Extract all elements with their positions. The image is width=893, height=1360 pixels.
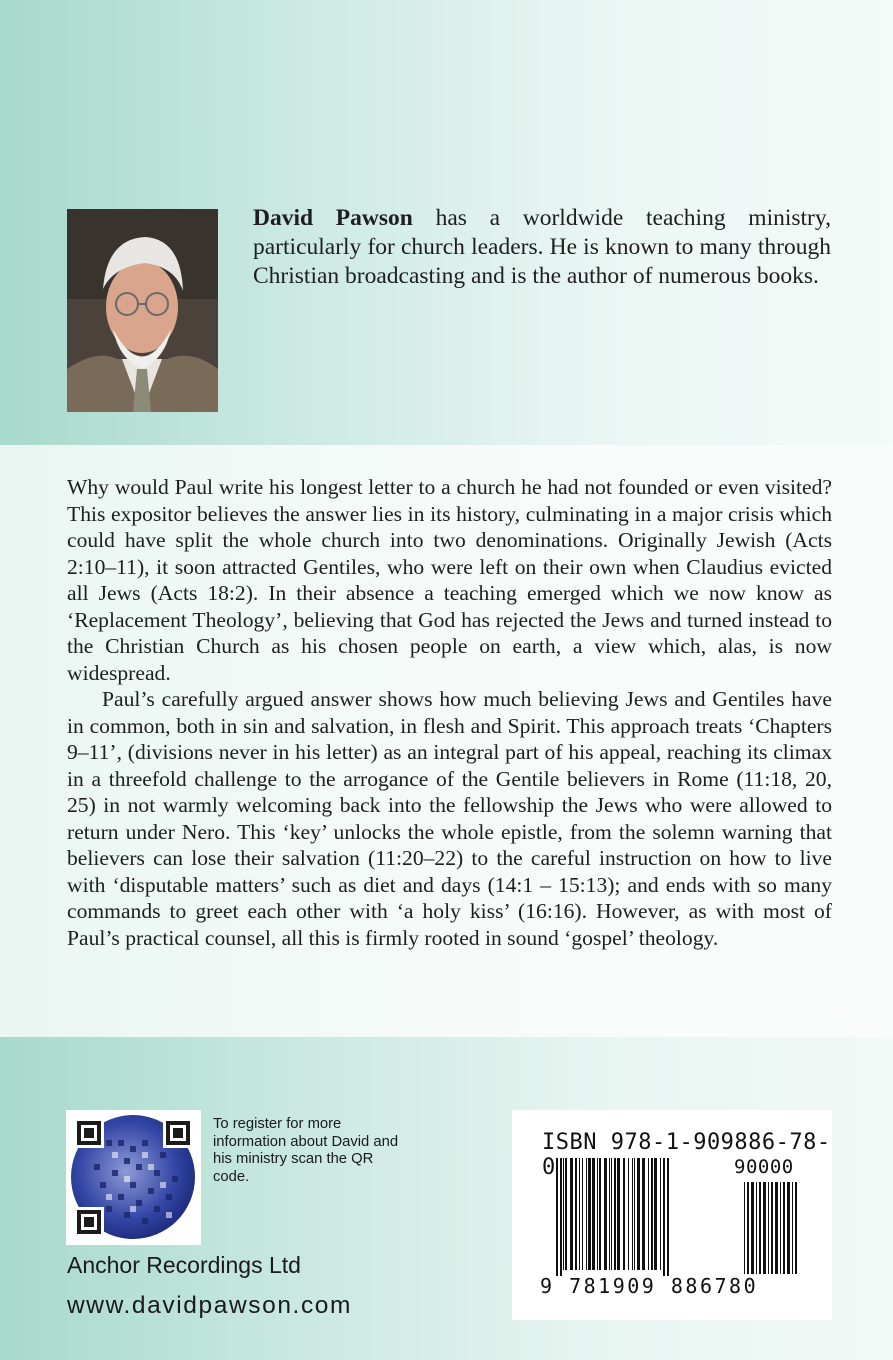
ean-digits: 9 781909 886780 <box>540 1274 759 1298</box>
isbn-barcode <box>512 1110 832 1320</box>
qr-note: To register for more information about David and his ministry scan the QR code. <box>213 1116 399 1185</box>
book-description <box>67 474 832 951</box>
qr-finder-top-left <box>74 1118 104 1148</box>
description-paragraph-2: Paul’s carefully argued answer shows how much believing Jews and Gentiles have in common, both in sin and salvation, in flesh and Spirit. This approach treats ‘Chapters 9–11’, (divisions never in his letter) as an integral part of his appeal, reaching its climax in a threefold challenge to the arrogance of the Gentile believers in Rome (11:18, 20, 25) in not warmly welcoming back into the fellowship the Jews who were allowed to return under Nero. This ‘key’ unlocks the whole epistle, from the solemn warning that believers can lose their salvation (11:20–22) to the careful instruction on how to live with ‘disputable matters’ such as diet and days (14:1 – 15:13); and ends with so many commands to greet each other with ‘a holy kiss’ (16:16). However, as with most of Paul’s practical counsel, all this is firmly rooted in sound ‘gospel’ theology. <box>67 687 832 950</box>
qr-code[interactable] <box>66 1110 201 1245</box>
qr-code-icon <box>66 1110 201 1245</box>
author-bio <box>253 204 831 291</box>
author-bio-text: has a worldwide teaching ministry, particularly for church leaders. He is known to many through Christian broadcasting and is the author of numerous books. <box>253 205 831 289</box>
price-code: 90000 <box>734 1156 794 1178</box>
description-paragraph-1: Why would Paul write his longest letter to a church he had not founded or even visited? This expositor believes the answer lies in its history, culminating in a major crisis which could have split the whole church into two denominations. Originally Jewish (Acts 2:10–11), it soon attracted Gentiles, who were left on their own when Claudius evicted all Jews (Acts 18:2). In their absence a teaching emerged which we now know as ‘Replacement Theology’, believing that God has rejected the Jews and turned instead to the Christian Church as his chosen people on earth, a view which, alas, is now widespread. <box>67 475 832 685</box>
isbn-label: ISBN 978-1-909886-78-0 <box>542 1130 831 1180</box>
publisher-name: Anchor Recordings Ltd <box>67 1252 301 1278</box>
author-name: David Pawson <box>253 205 413 231</box>
website-link[interactable]: www.davidpawson.com <box>67 1292 353 1319</box>
author-photo <box>67 209 218 412</box>
author-portrait-illustration <box>67 209 218 412</box>
